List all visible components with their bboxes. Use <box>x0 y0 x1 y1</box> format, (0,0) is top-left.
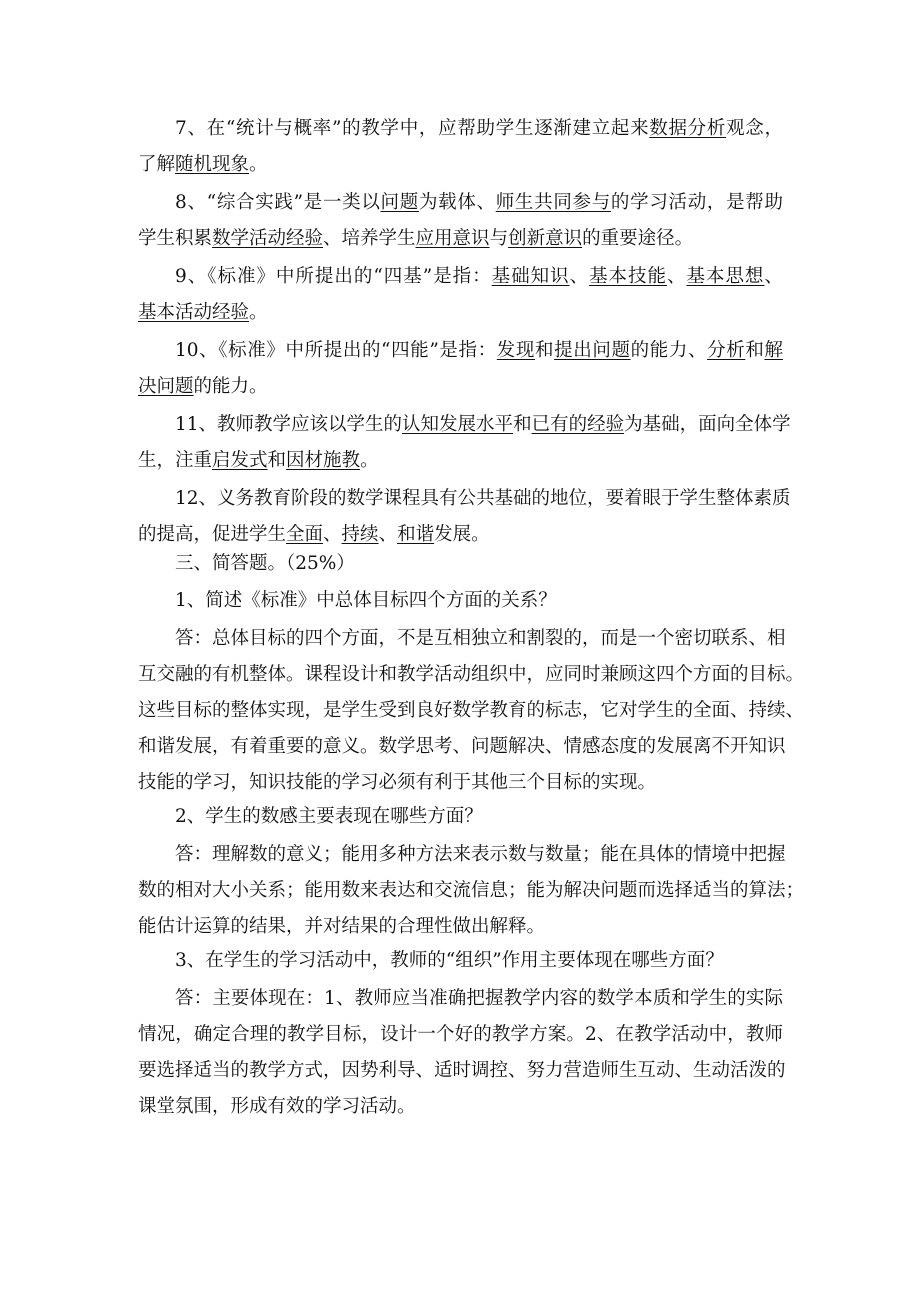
statement-text: 了解 <box>138 154 176 175</box>
statement-text: 、 <box>569 266 590 287</box>
answer-blank: 认知发展水平 <box>402 414 514 435</box>
answer-1: 答：总体目标的四个方面，不是互相独立和割裂的，而是一个密切联系、相 互交融的有机整体。课程设计和教学活动组织中，应同时兼顾这四个方面的目标。 这些目标的整体实现，是学生受到良好数学教育的标志，它对学生的全面、持续、 和谐发展，有着重要的意义。数学思考、问题解决、情感态度的发展离不开知识 技能的学习，知识技能的学习必须有利于其他三个目标的实现。 <box>138 628 805 793</box>
answer-blank: 分析 <box>707 340 746 361</box>
statement-text: 发展。 <box>434 524 490 545</box>
statement-text: 的能力。 <box>193 376 268 397</box>
statement-text: 生，注重 <box>138 450 213 471</box>
answer-blank: 问题 <box>380 192 419 213</box>
statement-text: 和 <box>267 450 287 471</box>
answer-blank: 随机现象 <box>175 154 250 175</box>
answer-blank: 启发式 <box>212 450 268 471</box>
fill-blank-line <box>138 259 783 295</box>
answer-blank: 已有的经验 <box>531 414 625 435</box>
answer-2: 答：理解数的意义；能用多种方法来表示数与数量；能在具体的情境中把握 数的相对大小关系；能用数来表达和交流信息；能为解决问题而选择适当的算法； 能估计运算的结果，并对结果的合理性做出解释。 <box>138 844 805 937</box>
fill-blank-line <box>138 333 783 369</box>
fill-blank-line <box>138 111 783 147</box>
answer-blank: 全面 <box>286 524 324 545</box>
section-heading: 三、简答题。（25%） <box>175 553 355 574</box>
fill-blank-line <box>138 481 791 517</box>
statement-text: 、 <box>323 524 342 545</box>
statement-text: 学生积累 <box>138 228 213 249</box>
statement-text: 的重要途径。 <box>582 228 694 249</box>
answer-blank: 和谐 <box>397 524 435 545</box>
statement-text: 7、在“统计与概率”的教学中，应帮助学生逐渐建立起来 <box>175 118 650 139</box>
answer-blank: 应用意识 <box>415 228 490 249</box>
statement-text: 与 <box>489 228 509 249</box>
answer-blank: 基本技能 <box>589 266 667 287</box>
answer-blank: 因材施教 <box>286 450 361 471</box>
answer-blank: 提出问题 <box>554 340 631 361</box>
statement-text: 为载体、 <box>418 192 496 213</box>
fill-blank-item-7 <box>138 111 783 183</box>
statement-text: 、 <box>667 266 687 287</box>
fill-blank-item-9 <box>138 259 783 331</box>
fill-blank-line <box>138 407 791 443</box>
fill-blank-item-8 <box>138 185 783 257</box>
fill-blank-line <box>138 147 783 183</box>
fill-blank-line <box>138 221 783 257</box>
answer-blank: 基础知识 <box>491 266 570 287</box>
statement-text: 的学习活动，是帮助 <box>610 192 783 213</box>
answer-blank: 持续 <box>341 524 379 545</box>
answer-3: 答：主要体现在：1、教师应当准确把握教学内容的数学本质和学生的实际 情况，确定合理的教学目标，设计一个好的教学方案。2、在教学活动中，教师 要选择适当的教学方式，因势利导、适时调控、努力营造师生互动、生动活泼的 课堂氛围，形成有效的学习活动。 <box>138 988 786 1117</box>
statement-text: 、 <box>378 524 398 545</box>
fill-blank-item-12 <box>138 481 791 553</box>
statement-text: 的能力、 <box>630 340 708 361</box>
statement-text: 11、教师教学应该以学生的 <box>175 414 403 435</box>
question-2: 2、学生的数感主要表现在哪些方面？ <box>175 806 483 827</box>
fill-blank-line <box>138 369 783 405</box>
statement-text: 12、义务教育阶段的数学课程具有公共基础的地位，要着眼于学生整体素质 <box>175 488 791 509</box>
statement-text: 。 <box>360 450 379 471</box>
answer-blank: 创新意识 <box>508 228 583 249</box>
statement-text: 、 <box>764 266 783 287</box>
answer-blank: 师生共同参与 <box>495 192 611 213</box>
question-3: 3、在学生的学习活动中，教师的“组织”作用主要体现在哪些方面？ <box>175 950 724 971</box>
statement-text: 观念， <box>726 118 783 139</box>
answer-blank: 基本思想 <box>686 266 765 287</box>
fill-blank-line <box>138 443 783 479</box>
statement-text: 为基础，面向全体学 <box>624 414 791 435</box>
statement-text: 10、《标准》中所提出的“四能”是指： <box>175 340 497 361</box>
answer-blank: 数据分析 <box>649 118 727 139</box>
statement-text: 。 <box>249 154 268 175</box>
question-1: 1、简述《标准》中总体目标四个方面的关系？ <box>175 590 557 611</box>
statement-text: 和 <box>513 414 532 435</box>
statement-text: 和 <box>745 340 765 361</box>
fill-blank-line <box>138 185 783 221</box>
statement-text: 的提高，促进学生 <box>138 524 287 545</box>
statement-text: 、培养学生 <box>323 228 416 249</box>
answer-blank: 解 <box>764 340 783 361</box>
statement-text: 和 <box>535 340 555 361</box>
fill-blank-line <box>138 295 783 331</box>
fill-blank-item-11 <box>138 407 791 479</box>
answer-blank: 数学活动经验 <box>212 228 324 249</box>
statement-text: 9、《标准》中所提出的“四基”是指： <box>175 266 492 287</box>
statement-text: 8、“综合实践”是一类以 <box>175 192 381 213</box>
statement-text: 。 <box>249 302 268 323</box>
fill-blank-item-10 <box>138 333 783 405</box>
answer-blank: 基本活动经验 <box>138 302 250 323</box>
answer-blank: 发现 <box>496 340 536 361</box>
answer-blank: 决问题 <box>138 376 194 397</box>
